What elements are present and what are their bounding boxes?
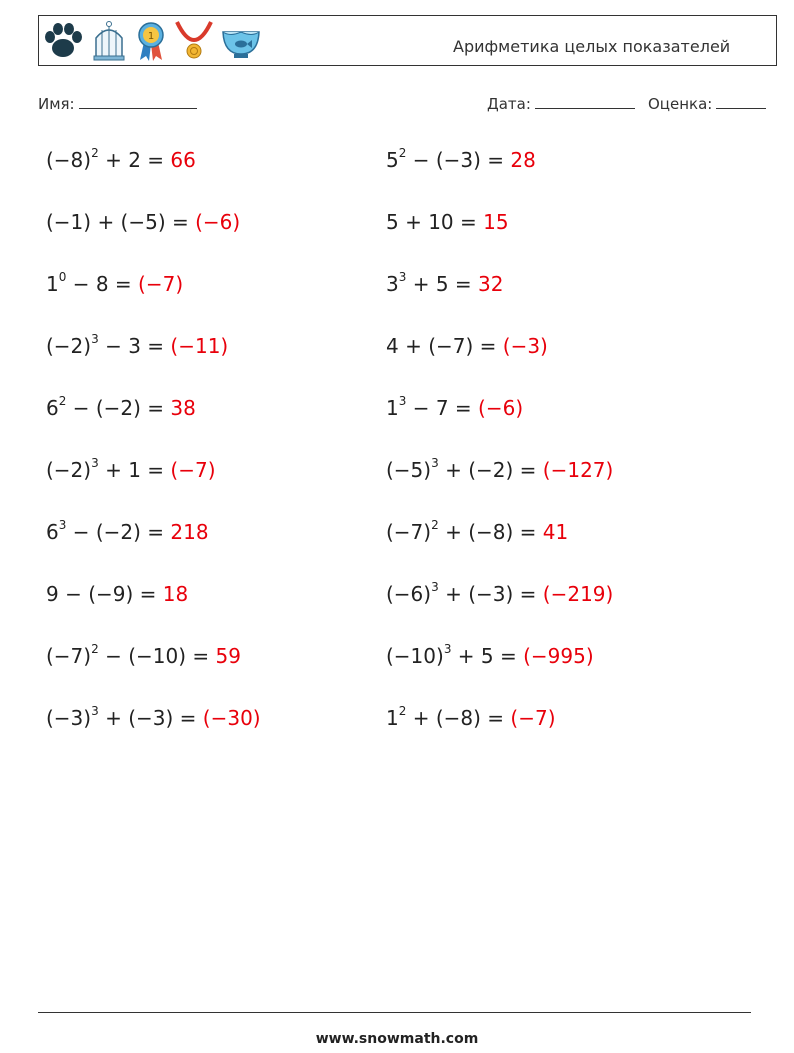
problem-exponent: 2 <box>398 146 407 161</box>
problem-answer: (−3) <box>502 334 548 358</box>
problem-operation: + (−3) = <box>98 706 203 730</box>
grade-blank <box>716 94 766 109</box>
problem-operation: + (−3) = <box>438 582 543 606</box>
problem-answer: (−30) <box>202 706 261 730</box>
problem-base: 6 <box>46 396 59 420</box>
problem-exponent: 2 <box>91 146 99 161</box>
problem-item <box>46 706 261 730</box>
problem-item <box>46 644 241 668</box>
problem-base: (−3) <box>46 706 92 730</box>
award-ribbon-icon <box>134 20 168 62</box>
problem-exponent: 2 <box>398 704 407 719</box>
problem-base: (−10) <box>386 644 444 668</box>
problem-operation: + 2 = <box>98 148 171 172</box>
problem-item <box>386 334 548 358</box>
problem-item <box>386 396 523 420</box>
problem-base: (−6) <box>386 582 432 606</box>
problem-answer: 18 <box>162 582 189 606</box>
problem-item <box>386 272 504 296</box>
footer-divider <box>38 1012 751 1013</box>
problem-answer: (−6) <box>195 210 241 234</box>
problem-exponent: 2 <box>58 394 67 409</box>
problem-exponent: 0 <box>58 270 67 285</box>
grade-label: Оценка: <box>648 95 713 113</box>
problem-exponent: 3 <box>443 642 452 657</box>
name-blank <box>79 94 197 109</box>
problem-item <box>46 148 196 172</box>
problem-answer: 41 <box>542 520 569 544</box>
problem-item <box>46 334 228 358</box>
problem-item <box>46 272 183 296</box>
problem-item <box>46 396 196 420</box>
problem-base: (−5) <box>386 458 432 482</box>
date-blank <box>535 94 635 109</box>
problem-answer: 32 <box>478 272 504 296</box>
problem-base: 6 <box>46 520 59 544</box>
problem-operation: − (−2) = <box>66 396 171 420</box>
problem-item <box>46 520 209 544</box>
problem-operation: + 1 = <box>98 458 171 482</box>
problem-operation: − 8 = <box>66 272 139 296</box>
problem-operation: − (−10) = <box>98 644 216 668</box>
problem-operation: + 5 = <box>451 644 524 668</box>
problem-item <box>386 148 536 172</box>
problem-exponent: 3 <box>398 270 407 285</box>
problem-exponent: 3 <box>91 456 99 471</box>
problem-base: (−7) <box>386 520 432 544</box>
problem-exponent: 3 <box>58 518 67 533</box>
problem-base: (−2) <box>46 334 92 358</box>
problem-exponent: 3 <box>91 704 99 719</box>
problem-operation: + 5 = <box>406 272 479 296</box>
problem-exponent: 3 <box>431 456 439 471</box>
problem-answer: (−6) <box>478 396 524 420</box>
fishbowl-icon <box>220 20 262 62</box>
name-label: Имя: <box>38 95 75 113</box>
paw-icon <box>42 20 84 62</box>
problem-operation: + (−2) = <box>438 458 543 482</box>
problem-answer: (−7) <box>510 706 556 730</box>
problem-base: 5 + 10 = <box>386 210 484 234</box>
problem-operation: + (−8) = <box>438 520 543 544</box>
problem-item <box>386 520 568 544</box>
problem-exponent: 3 <box>431 580 439 595</box>
problem-answer: (−127) <box>542 458 614 482</box>
problem-base: 1 <box>386 396 399 420</box>
problem-operation: − (−2) = <box>66 520 171 544</box>
name-field <box>38 94 197 113</box>
problem-answer: 15 <box>483 210 509 234</box>
problem-answer: (−11) <box>170 334 229 358</box>
problem-exponent: 2 <box>431 518 439 533</box>
problem-base: 3 <box>386 272 399 296</box>
problem-base: (−8) <box>46 148 92 172</box>
birdcage-icon <box>90 20 128 62</box>
problem-answer: 38 <box>170 396 196 420</box>
problem-operation: − (−3) = <box>406 148 511 172</box>
date-field <box>487 94 635 113</box>
problem-base: 9 − (−9) = <box>46 582 163 606</box>
problem-base: 1 <box>386 706 399 730</box>
problem-item <box>46 210 240 234</box>
footer-site: www.snowmath.com <box>315 1031 479 1047</box>
date-label: Дата: <box>487 95 531 113</box>
problem-item <box>386 582 613 606</box>
problem-item <box>386 210 509 234</box>
problem-answer: (−7) <box>138 272 184 296</box>
problem-operation: − 7 = <box>406 396 479 420</box>
problem-base: (−2) <box>46 458 92 482</box>
problem-item <box>386 458 613 482</box>
problem-answer: (−219) <box>542 582 614 606</box>
problem-answer: (−7) <box>170 458 216 482</box>
worksheet-title: Арифметика целых показателей <box>453 37 731 56</box>
svg-text:1: 1 <box>147 31 155 42</box>
problem-answer: 66 <box>170 148 196 172</box>
problem-base: (−7) <box>46 644 92 668</box>
problem-operation: + (−8) = <box>406 706 511 730</box>
problem-item <box>46 458 216 482</box>
problem-item <box>46 582 188 606</box>
problem-operation: − 3 = <box>98 334 171 358</box>
icon-strip <box>42 20 262 62</box>
problem-exponent: 3 <box>398 394 407 409</box>
problem-answer: (−995) <box>523 644 594 668</box>
problem-answer: 59 <box>215 644 241 668</box>
worksheet-header <box>38 15 777 66</box>
problem-base: 1 <box>46 272 59 296</box>
problem-answer: 28 <box>510 148 536 172</box>
medal-icon <box>174 20 214 62</box>
problem-base: 4 + (−7) = <box>386 334 503 358</box>
problem-exponent: 3 <box>91 332 99 347</box>
problem-answer: 218 <box>170 520 209 544</box>
problem-exponent: 2 <box>91 642 99 657</box>
problem-base: 5 <box>386 148 399 172</box>
problem-item <box>386 644 594 668</box>
problem-item <box>386 706 556 730</box>
problem-base: (−1) + (−5) = <box>46 210 196 234</box>
grade-field <box>648 94 766 113</box>
